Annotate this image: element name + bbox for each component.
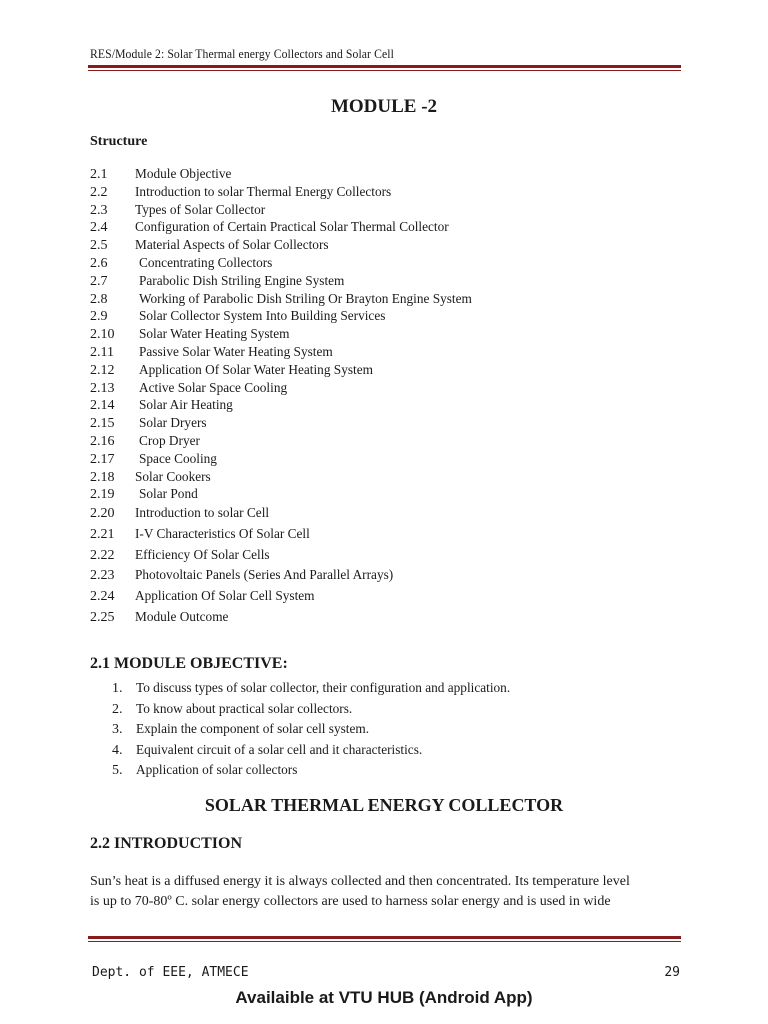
toc-number: 2.8 bbox=[90, 291, 108, 307]
toc-text: Photovoltaic Panels (Series And Parallel Arrays) bbox=[135, 568, 394, 584]
section-title: SOLAR THERMAL ENERGY COLLECTOR bbox=[204, 795, 564, 815]
toc-number: 2.2 bbox=[90, 184, 108, 200]
toc-number: 2.25 bbox=[90, 609, 115, 625]
module-title: MODULE -2 bbox=[330, 96, 438, 117]
toc-text: Passive Solar Water Heating System bbox=[139, 344, 333, 360]
watermark-text: Availaible at VTU HUB (Android App) bbox=[235, 988, 533, 1007]
objective-text: Application of solar collectors bbox=[136, 763, 298, 779]
toc-text: Working of Parabolic Dish Striling Or Brayton Engine System bbox=[139, 291, 472, 307]
objective-heading: 2.1 MODULE OBJECTIVE: bbox=[90, 655, 288, 672]
toc-text: Module Outcome bbox=[135, 609, 229, 625]
toc-number: 2.24 bbox=[90, 588, 115, 604]
toc-number: 2.5 bbox=[90, 238, 108, 254]
header-rule bbox=[88, 65, 681, 71]
toc-number: 2.20 bbox=[90, 506, 115, 522]
toc-number: 2.18 bbox=[90, 469, 115, 485]
toc-text: Solar Dryers bbox=[139, 416, 207, 432]
objective-number: 3. bbox=[112, 722, 123, 738]
paragraph-line: is up to 70-80º C. solar energy collectors are used to harness solar energy and is used in wide bbox=[90, 893, 611, 909]
toc-text: Configuration of Certain Practical Solar Thermal Collector bbox=[135, 220, 449, 236]
paragraph-line: Sun’s heat is a diffused energy it is always collected and then concentrated. Its temperature level bbox=[90, 874, 630, 889]
footer-rule bbox=[88, 936, 681, 942]
toc-text: Application Of Solar Cell System bbox=[135, 588, 315, 604]
toc-number: 2.7 bbox=[90, 273, 108, 289]
toc-number: 2.1 bbox=[90, 167, 108, 182]
toc-text: Space Cooling bbox=[139, 451, 217, 467]
toc-text: Module Objective bbox=[135, 167, 232, 182]
toc-number: 2.15 bbox=[90, 416, 115, 432]
objective-text: To know about practical solar collectors. bbox=[136, 701, 353, 717]
toc-number: 2.4 bbox=[90, 220, 108, 236]
toc-number: 2.6 bbox=[90, 255, 108, 271]
toc-number: 2.21 bbox=[90, 526, 115, 542]
intro-paragraph bbox=[90, 872, 680, 911]
toc-text: Concentrating Collectors bbox=[139, 255, 273, 271]
objective-text: Equivalent circuit of a solar cell and it characteristics. bbox=[136, 742, 423, 758]
structure-label: Structure bbox=[90, 134, 148, 149]
toc-text: Application Of Solar Water Heating System bbox=[139, 362, 373, 378]
toc-number: 2.12 bbox=[90, 362, 115, 378]
objective-number: 1. bbox=[112, 681, 123, 696]
running-header: RES/Module 2: Solar Thermal energy Collectors and Solar Cell bbox=[90, 46, 394, 61]
objective-text: Explain the component of solar cell system. bbox=[136, 722, 370, 738]
toc-number: 2.22 bbox=[90, 547, 115, 563]
toc-text: Solar Air Heating bbox=[139, 398, 233, 414]
toc-text: Introduction to solar Thermal Energy Collectors bbox=[135, 184, 392, 200]
objective-number: 5. bbox=[112, 763, 123, 779]
toc-text: I-V Characteristics Of Solar Cell bbox=[135, 526, 310, 542]
toc-text: Introduction to solar Cell bbox=[135, 506, 270, 522]
toc-text: Parabolic Dish Striling Engine System bbox=[139, 273, 345, 289]
toc-text: Types of Solar Collector bbox=[135, 202, 266, 218]
toc-number: 2.19 bbox=[90, 487, 115, 503]
toc-number: 2.9 bbox=[90, 309, 108, 325]
toc-number: 2.11 bbox=[90, 344, 114, 360]
toc-text: Efficiency Of Solar Cells bbox=[135, 547, 270, 563]
toc-number: 2.13 bbox=[90, 380, 115, 396]
toc-text: Solar Collector System Into Building Services bbox=[139, 309, 386, 325]
toc-text: Active Solar Space Cooling bbox=[139, 380, 288, 396]
footer-dept: Dept. of EEE, ATMECE bbox=[92, 965, 249, 980]
toc-number: 2.14 bbox=[90, 398, 115, 414]
objective-text: To discuss types of solar collector, their configuration and application. bbox=[136, 681, 511, 696]
objective-number: 4. bbox=[112, 742, 123, 758]
toc-text: Solar Water Heating System bbox=[139, 327, 290, 343]
toc-number: 2.3 bbox=[90, 202, 108, 218]
page-number: 29 bbox=[664, 965, 680, 980]
intro-heading: 2.2 INTRODUCTION bbox=[90, 835, 243, 852]
toc-number: 2.17 bbox=[90, 451, 115, 467]
toc-text: Solar Pond bbox=[139, 487, 198, 503]
toc-number: 2.16 bbox=[90, 433, 115, 449]
toc-text: Crop Dryer bbox=[139, 433, 200, 449]
toc-text: Solar Cookers bbox=[135, 469, 211, 485]
toc-number: 2.23 bbox=[90, 568, 115, 584]
objective-number: 2. bbox=[112, 701, 123, 717]
toc-text: Material Aspects of Solar Collectors bbox=[135, 238, 329, 254]
toc-number: 2.10 bbox=[90, 327, 115, 343]
